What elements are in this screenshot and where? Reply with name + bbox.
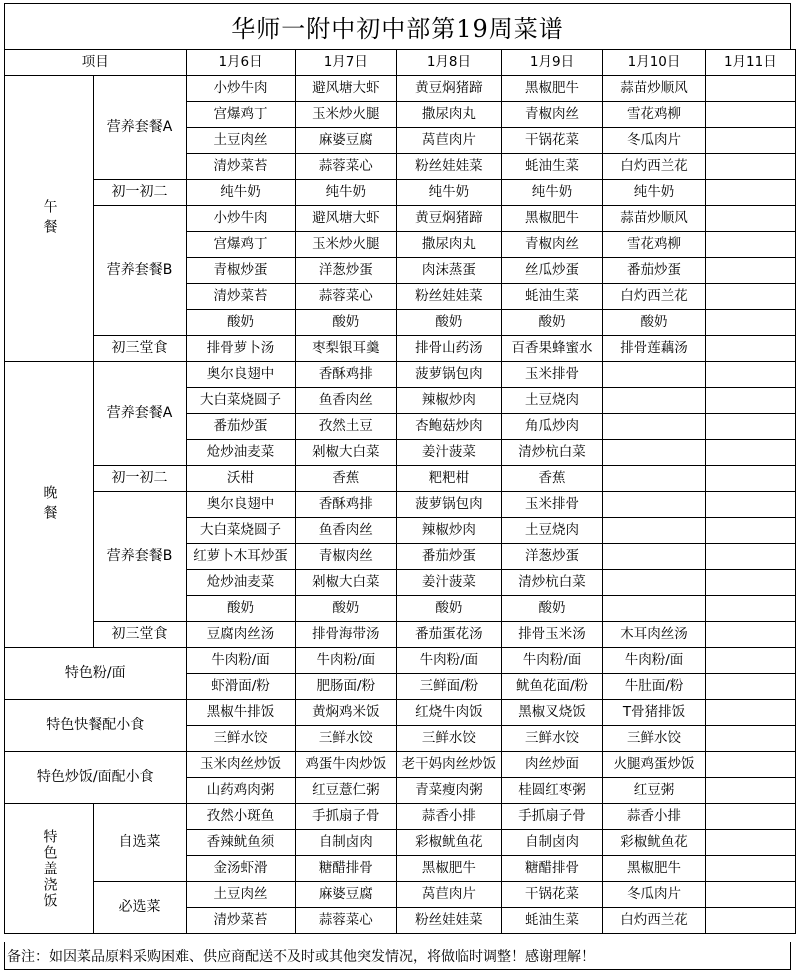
dish-cell: 蒜蓉菜心 [295, 154, 397, 180]
header-day: 1月9日 [501, 50, 603, 76]
header-day: 1月6日 [186, 50, 295, 76]
dish-cell: 孜然小斑鱼 [186, 804, 295, 830]
dish-cell: 黑椒肥牛 [501, 206, 603, 232]
dish-cell: 牛肚面/粉 [603, 674, 705, 700]
dish-cell: 撒尿肉丸 [397, 102, 502, 128]
dish-cell: 酸奶 [186, 310, 295, 336]
dish-cell: 纯牛奶 [186, 180, 295, 206]
dish-cell [705, 726, 795, 752]
dish-cell: 豆腐肉丝汤 [186, 622, 295, 648]
dish-cell [705, 648, 795, 674]
meal-label: 晚餐 [5, 362, 94, 648]
dish-cell: 蒜苗炒顺风 [603, 206, 705, 232]
dish-cell: 洋葱炒蛋 [501, 544, 603, 570]
dish-cell [705, 804, 795, 830]
dish-cell: 土豆烧肉 [501, 518, 603, 544]
table-row [5, 752, 796, 778]
dish-cell [705, 206, 795, 232]
dish-cell: 牛肉粉/面 [295, 648, 397, 674]
dish-cell: 避风塘大虾 [295, 76, 397, 102]
dish-cell: 宫爆鸡丁 [186, 102, 295, 128]
dish-cell [705, 882, 795, 908]
dish-cell: 玉米炒火腿 [295, 232, 397, 258]
dish-cell: 排骨山药汤 [397, 336, 502, 362]
dish-cell: 蚝油生菜 [501, 154, 603, 180]
dish-cell: 酸奶 [501, 596, 603, 622]
dish-cell [603, 518, 705, 544]
dish-cell: 白灼西兰花 [603, 154, 705, 180]
dish-cell [603, 544, 705, 570]
dish-cell: 香辣鱿鱼须 [186, 830, 295, 856]
table-row [5, 804, 796, 830]
dish-cell [705, 544, 795, 570]
dish-cell [705, 76, 795, 102]
table-row [5, 180, 796, 206]
dish-cell: 粉丝娃娃菜 [397, 154, 502, 180]
dish-cell: 清炒菜苔 [186, 154, 295, 180]
header-day: 1月7日 [295, 50, 397, 76]
dish-cell: 排骨莲藕汤 [603, 336, 705, 362]
group-label: 初三堂食 [93, 622, 186, 648]
group-label: 必选菜 [93, 882, 186, 934]
dish-cell [603, 362, 705, 388]
dish-cell: 三鲜水饺 [295, 726, 397, 752]
group-label: 自选菜 [93, 804, 186, 882]
dish-cell: 菠萝锅包肉 [397, 362, 502, 388]
dish-cell: 自制卤肉 [295, 830, 397, 856]
dish-cell: 番茄炒蛋 [603, 258, 705, 284]
dish-cell: 桂圆红枣粥 [501, 778, 603, 804]
dish-cell: 冬瓜肉片 [603, 882, 705, 908]
dish-cell: 炝炒油麦菜 [186, 570, 295, 596]
table-row [5, 76, 796, 102]
special-label: 特色粉/面 [5, 648, 187, 700]
dish-cell: 黄豆焖猪蹄 [397, 206, 502, 232]
table-row [5, 622, 796, 648]
dish-cell: 剁椒大白菜 [295, 440, 397, 466]
dish-cell: 小炒牛肉 [186, 206, 295, 232]
meal-label: 特色盖浇饭 [5, 804, 94, 934]
dish-cell: 蒜蓉菜心 [295, 284, 397, 310]
dish-cell: 肉丝炒面 [501, 752, 603, 778]
table-row [5, 206, 796, 232]
dish-cell: 手抓扇子骨 [501, 804, 603, 830]
dish-cell: 黑椒肥牛 [397, 856, 502, 882]
footnote: 备注：如因菜品原料采购困难、供应商配送不及时或其他突发情况，将做临时调整！感谢理解！ [4, 942, 791, 970]
dish-cell: 土豆烧肉 [501, 388, 603, 414]
dish-cell: 清炒杭白菜 [501, 440, 603, 466]
dish-cell: 雪花鸡柳 [603, 102, 705, 128]
header-day: 1月8日 [397, 50, 502, 76]
dish-cell: 玉米排骨 [501, 362, 603, 388]
dish-cell: 孜然土豆 [295, 414, 397, 440]
dish-cell: 雪花鸡柳 [603, 232, 705, 258]
dish-cell: 炝炒油麦菜 [186, 440, 295, 466]
dish-cell: 酸奶 [603, 310, 705, 336]
dish-cell: 麻婆豆腐 [295, 882, 397, 908]
dish-cell: 纯牛奶 [295, 180, 397, 206]
dish-cell: 酸奶 [295, 596, 397, 622]
dish-cell [705, 752, 795, 778]
dish-cell: 莴苣肉片 [397, 128, 502, 154]
dish-cell: 沃柑 [186, 466, 295, 492]
dish-cell: 纯牛奶 [603, 180, 705, 206]
dish-cell [705, 102, 795, 128]
dish-cell [705, 154, 795, 180]
dish-cell: 黑椒肥牛 [603, 856, 705, 882]
dish-cell [705, 440, 795, 466]
dish-cell: 红豆粥 [603, 778, 705, 804]
dish-cell: 肉沫蒸蛋 [397, 258, 502, 284]
dish-cell: 香蕉 [501, 466, 603, 492]
dish-cell: 土豆肉丝 [186, 882, 295, 908]
dish-cell: 黑椒肥牛 [501, 76, 603, 102]
dish-cell: 姜汁菠菜 [397, 440, 502, 466]
dish-cell: 枣梨银耳羹 [295, 336, 397, 362]
dish-cell: 大白菜烧圆子 [186, 388, 295, 414]
dish-cell: 干锅花菜 [501, 882, 603, 908]
group-label: 初三堂食 [93, 336, 186, 362]
dish-cell: 木耳肉丝汤 [603, 622, 705, 648]
dish-cell [705, 466, 795, 492]
dish-cell: 排骨玉米汤 [501, 622, 603, 648]
dish-cell: 黄豆焖猪蹄 [397, 76, 502, 102]
group-label: 营养套餐B [93, 206, 186, 336]
dish-cell: 青椒肉丝 [295, 544, 397, 570]
group-label: 初一初二 [93, 466, 186, 492]
dish-cell [603, 570, 705, 596]
dish-cell [705, 258, 795, 284]
dish-cell: 玉米炒火腿 [295, 102, 397, 128]
dish-cell: 玉米排骨 [501, 492, 603, 518]
dish-cell: 小炒牛肉 [186, 76, 295, 102]
dish-cell: 蒜苗炒顺风 [603, 76, 705, 102]
dish-cell: 蚝油生菜 [501, 284, 603, 310]
dish-cell: 红烧牛肉饭 [397, 700, 502, 726]
dish-cell [705, 570, 795, 596]
dish-cell: 黄焖鸡米饭 [295, 700, 397, 726]
dish-cell: 纯牛奶 [501, 180, 603, 206]
dish-cell: 宫爆鸡丁 [186, 232, 295, 258]
dish-cell: 香酥鸡排 [295, 492, 397, 518]
dish-cell: 排骨海带汤 [295, 622, 397, 648]
dish-cell [705, 232, 795, 258]
dish-cell: T骨猪排饭 [603, 700, 705, 726]
meal-label: 午餐 [5, 76, 94, 362]
dish-cell: 酸奶 [397, 596, 502, 622]
dish-cell [705, 180, 795, 206]
dish-cell: 丝瓜炒蛋 [501, 258, 603, 284]
dish-cell [705, 700, 795, 726]
page-title: 华师一附中初中部第19周菜谱 [4, 3, 791, 50]
dish-cell [603, 440, 705, 466]
dish-cell [705, 674, 795, 700]
table-row [5, 700, 796, 726]
dish-cell [603, 466, 705, 492]
dish-cell: 彩椒鱿鱼花 [603, 830, 705, 856]
dish-cell: 菠萝锅包肉 [397, 492, 502, 518]
dish-cell: 蚝油生菜 [501, 908, 603, 934]
dish-cell: 大白菜烧圆子 [186, 518, 295, 544]
dish-cell: 牛肉粉/面 [501, 648, 603, 674]
table-row [5, 492, 796, 518]
group-label: 营养套餐A [93, 362, 186, 466]
dish-cell [705, 518, 795, 544]
dish-cell: 三鲜水饺 [603, 726, 705, 752]
dish-cell: 彩椒鱿鱼花 [397, 830, 502, 856]
dish-cell: 酸奶 [186, 596, 295, 622]
dish-cell: 老干妈肉丝炒饭 [397, 752, 502, 778]
dish-cell: 牛肉粉/面 [397, 648, 502, 674]
dish-cell: 排骨萝卜汤 [186, 336, 295, 362]
dish-cell: 撒尿肉丸 [397, 232, 502, 258]
dish-cell [603, 414, 705, 440]
dish-cell: 角瓜炒肉 [501, 414, 603, 440]
dish-cell: 手抓扇子骨 [295, 804, 397, 830]
dish-cell: 鱼香肉丝 [295, 388, 397, 414]
dish-cell: 牛肉粉/面 [603, 648, 705, 674]
dish-cell: 牛肉粉/面 [186, 648, 295, 674]
dish-cell: 冬瓜肉片 [603, 128, 705, 154]
dish-cell: 鱿鱼花面/粉 [501, 674, 603, 700]
dish-cell: 白灼西兰花 [603, 284, 705, 310]
dish-cell: 酸奶 [295, 310, 397, 336]
dish-cell [705, 310, 795, 336]
dish-cell: 三鲜水饺 [397, 726, 502, 752]
header-row [5, 50, 796, 76]
dish-cell: 火腿鸡蛋炒饭 [603, 752, 705, 778]
group-label: 营养套餐B [93, 492, 186, 622]
dish-cell [705, 596, 795, 622]
dish-cell: 辣椒炒肉 [397, 388, 502, 414]
special-label: 特色快餐配小食 [5, 700, 187, 752]
dish-cell: 玉米肉丝炒饭 [186, 752, 295, 778]
dish-cell: 鸡蛋牛肉炒饭 [295, 752, 397, 778]
header-item: 项目 [5, 50, 187, 76]
dish-cell [705, 908, 795, 934]
dish-cell: 番茄炒蛋 [186, 414, 295, 440]
dish-cell: 红萝卜木耳炒蛋 [186, 544, 295, 570]
dish-cell: 剁椒大白菜 [295, 570, 397, 596]
dish-cell: 金汤虾滑 [186, 856, 295, 882]
dish-cell [705, 830, 795, 856]
dish-cell: 蒜蓉菜心 [295, 908, 397, 934]
dish-cell: 番茄蛋花汤 [397, 622, 502, 648]
menu-table [4, 49, 796, 934]
group-label: 营养套餐A [93, 76, 186, 180]
dish-cell [705, 128, 795, 154]
dish-cell: 黑椒叉烧饭 [501, 700, 603, 726]
dish-cell: 纯牛奶 [397, 180, 502, 206]
dish-cell: 清炒菜苔 [186, 908, 295, 934]
dish-cell [705, 856, 795, 882]
dish-cell: 青椒肉丝 [501, 102, 603, 128]
dish-cell: 杏鲍菇炒肉 [397, 414, 502, 440]
special-label: 特色炒饭/面配小食 [5, 752, 187, 804]
dish-cell: 三鲜水饺 [186, 726, 295, 752]
table-row [5, 336, 796, 362]
dish-cell [705, 778, 795, 804]
dish-cell [705, 362, 795, 388]
dish-cell: 鱼香肉丝 [295, 518, 397, 544]
dish-cell: 三鲜水饺 [501, 726, 603, 752]
dish-cell: 红豆薏仁粥 [295, 778, 397, 804]
dish-cell: 自制卤肉 [501, 830, 603, 856]
dish-cell: 莴苣肉片 [397, 882, 502, 908]
dish-cell [603, 596, 705, 622]
dish-cell [705, 622, 795, 648]
dish-cell: 酸奶 [501, 310, 603, 336]
dish-cell: 山药鸡肉粥 [186, 778, 295, 804]
dish-cell: 糖醋排骨 [501, 856, 603, 882]
dish-cell: 蒜香小排 [603, 804, 705, 830]
dish-cell: 糖醋排骨 [295, 856, 397, 882]
dish-cell: 奥尔良翅中 [186, 362, 295, 388]
table-row [5, 882, 796, 908]
dish-cell [705, 336, 795, 362]
dish-cell: 酸奶 [397, 310, 502, 336]
dish-cell: 粉丝娃娃菜 [397, 284, 502, 310]
dish-cell [705, 388, 795, 414]
dish-cell: 香酥鸡排 [295, 362, 397, 388]
dish-cell: 土豆肉丝 [186, 128, 295, 154]
dish-cell: 麻婆豆腐 [295, 128, 397, 154]
header-day: 1月11日 [705, 50, 795, 76]
dish-cell [603, 388, 705, 414]
dish-cell: 香蕉 [295, 466, 397, 492]
dish-cell: 辣椒炒肉 [397, 518, 502, 544]
dish-cell: 黑椒牛排饭 [186, 700, 295, 726]
dish-cell: 粉丝娃娃菜 [397, 908, 502, 934]
dish-cell: 清炒菜苔 [186, 284, 295, 310]
dish-cell: 肥肠面/粉 [295, 674, 397, 700]
dish-cell: 番茄炒蛋 [397, 544, 502, 570]
dish-cell [705, 284, 795, 310]
dish-cell [603, 492, 705, 518]
dish-cell: 蒜香小排 [397, 804, 502, 830]
dish-cell: 百香果蜂蜜水 [501, 336, 603, 362]
dish-cell: 粑粑柑 [397, 466, 502, 492]
dish-cell: 青菜瘦肉粥 [397, 778, 502, 804]
header-day: 1月10日 [603, 50, 705, 76]
group-label: 初一初二 [93, 180, 186, 206]
dish-cell [705, 414, 795, 440]
dish-cell: 白灼西兰花 [603, 908, 705, 934]
dish-cell: 姜汁菠菜 [397, 570, 502, 596]
dish-cell: 洋葱炒蛋 [295, 258, 397, 284]
dish-cell: 干锅花菜 [501, 128, 603, 154]
dish-cell: 虾滑面/粉 [186, 674, 295, 700]
table-row [5, 362, 796, 388]
dish-cell: 三鲜面/粉 [397, 674, 502, 700]
dish-cell: 避风塘大虾 [295, 206, 397, 232]
table-row [5, 648, 796, 674]
dish-cell: 青椒肉丝 [501, 232, 603, 258]
dish-cell: 青椒炒蛋 [186, 258, 295, 284]
dish-cell [705, 492, 795, 518]
dish-cell: 奥尔良翅中 [186, 492, 295, 518]
table-row [5, 466, 796, 492]
dish-cell: 清炒杭白菜 [501, 570, 603, 596]
